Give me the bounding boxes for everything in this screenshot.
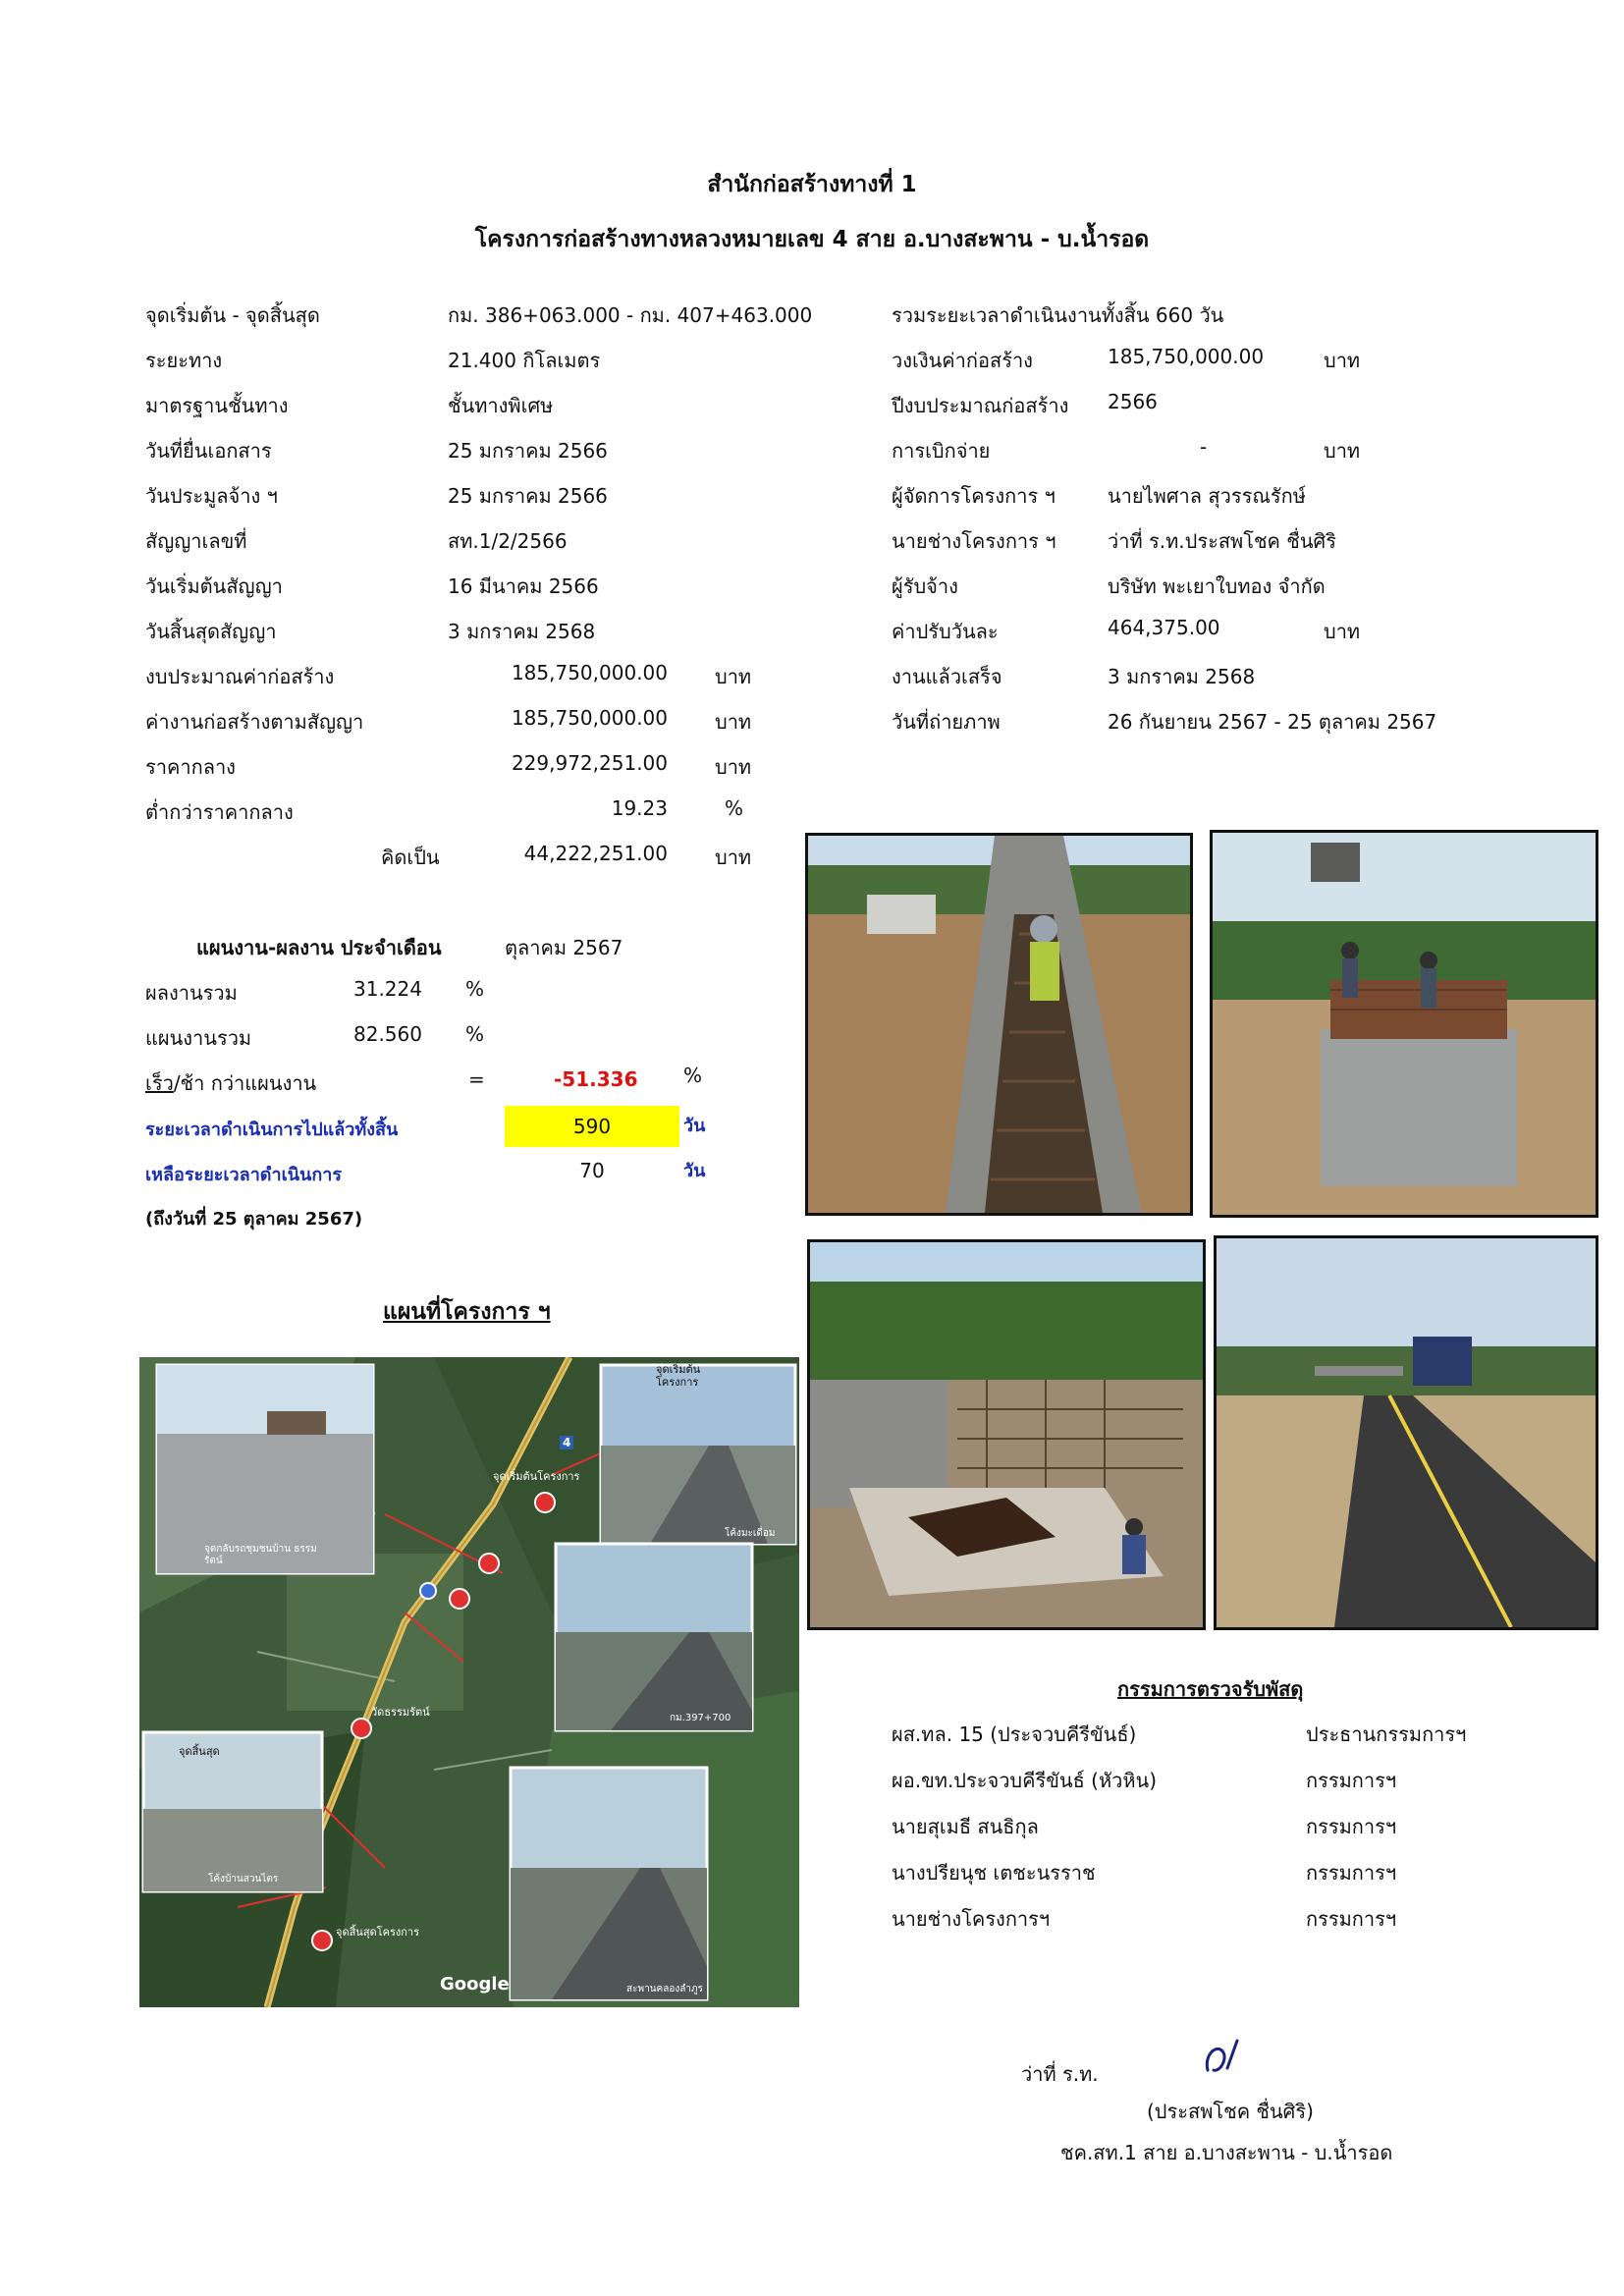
photo-abutment-work xyxy=(1210,830,1598,1218)
map-title: แผนที่โครงการ ฯ xyxy=(383,1299,551,1325)
satellite-map-icon xyxy=(139,1357,799,2007)
info-label: ระยะทาง xyxy=(145,349,223,372)
photo-concrete-base xyxy=(807,1239,1206,1630)
route-shield-icon: 4 xyxy=(560,1436,573,1449)
info-label: วงเงินค่าก่อสร้าง xyxy=(892,349,1033,372)
google-logo: Google xyxy=(440,1974,510,1995)
map-label-bridge: สะพานคลองลำภูร xyxy=(626,1984,703,1995)
map-label-curve2: โค้งบ้านสวนไตร xyxy=(208,1874,279,1885)
info-value: 464,375.00 xyxy=(1108,616,1220,639)
construction-photo-icon xyxy=(808,836,1190,1213)
info-label: สัญญาเลขที่ xyxy=(145,529,247,553)
budget-label: ต่ำกว่าราคากลาง xyxy=(145,800,294,824)
info-label: วันที่ถ่ายภาพ xyxy=(892,710,1001,734)
info-value: สท.1/2/2566 xyxy=(448,529,568,553)
photo-asphalt-road xyxy=(1214,1235,1598,1630)
plan-value: 82.560 xyxy=(353,1022,422,1046)
info-label: ค่าปรับวันละ xyxy=(892,620,999,643)
actual-label: ผลงานรวม xyxy=(145,981,238,1005)
info-value: 25 มกราคม 2566 xyxy=(448,484,608,508)
actual-value: 31.224 xyxy=(353,977,422,1001)
info-value: กม. 386+063.000 - กม. 407+463.000 xyxy=(448,303,813,327)
handwritten-signature-icon xyxy=(1198,2033,1257,2082)
photo-rebar-trench xyxy=(805,833,1193,1216)
budget-unit: บาท xyxy=(715,755,752,779)
diff-unit: % xyxy=(683,1064,703,1087)
info-unit: บาท xyxy=(1324,439,1361,463)
elapsed-value: 590 xyxy=(505,1106,679,1147)
info-value: 3 มกราคม 2568 xyxy=(448,620,596,643)
info-value: 25 มกราคม 2566 xyxy=(448,439,608,463)
actual-unit: % xyxy=(465,977,485,1001)
diff-label-rest: /ช้า กว่าแผนงาน xyxy=(173,1071,317,1095)
map-label-end-top: จุดสิ้นสุด xyxy=(179,1745,220,1758)
info-label: นายช่างโครงการ ฯ xyxy=(892,529,1056,553)
info-label: วันสิ้นสุดสัญญา xyxy=(145,620,277,643)
info-value: 21.400 กิโลเมตร xyxy=(448,349,601,372)
budget-unit: % xyxy=(725,796,744,820)
signature-name: (ประสพโชค ชื่นศิริ) xyxy=(1147,2100,1314,2123)
info-value: 16 มีนาคม 2566 xyxy=(448,574,599,598)
info-value: 185,750,000.00 xyxy=(1108,345,1265,368)
project-map xyxy=(139,1357,799,2007)
duration-total: รวมระยะเวลาดำเนินงานทั้งสิ้น 660 วัน xyxy=(892,303,1224,327)
info-value: 26 กันยายน 2567 - 25 ตุลาคม 2567 xyxy=(1108,710,1437,734)
info-label: วันที่ยื่นเอกสาร xyxy=(145,439,272,463)
info-value: - xyxy=(1200,435,1208,459)
progress-month: ตุลาคม 2567 xyxy=(505,936,623,959)
budget-label: ราคากลาง xyxy=(145,755,236,779)
info-label: จุดเริ่มต้น - จุดสิ้นสุด xyxy=(145,303,320,327)
elapsed-unit: วัน xyxy=(683,1116,706,1136)
budget-label: คิดเป็น xyxy=(381,846,440,869)
construction-photo-icon xyxy=(1217,1238,1596,1627)
remain-label: เหลือระยะเวลาดำเนินการ xyxy=(145,1165,343,1185)
map-label-curve: โค้งมะเดื่อม xyxy=(725,1528,776,1539)
project-title: โครงการก่อสร้างทางหลวงหมายเลข 4 สาย อ.บางสะพาน - บ.น้ำรอด xyxy=(474,227,1150,252)
info-label: ผู้รับจ้าง xyxy=(892,574,958,598)
map-label-start: จุดเริ่มต้นโครงการ xyxy=(493,1470,580,1483)
committee-member-name: นายสุเมธี สนธิกุล xyxy=(892,1815,1039,1838)
committee-member-role: กรรมการฯ xyxy=(1306,1769,1397,1792)
remain-unit: วัน xyxy=(683,1161,706,1181)
committee-title: กรรมการตรวจรับพัสดุ xyxy=(1117,1677,1304,1701)
signature-prefix: ว่าที่ ร.ท. xyxy=(1021,2062,1099,2086)
committee-member-role: กรรมการฯ xyxy=(1306,1815,1397,1838)
committee-member-name: ผอ.ขท.ประจวบคีรีขันธ์ (หัวหิน) xyxy=(892,1769,1158,1792)
budget-value: 185,750,000.00 xyxy=(511,661,668,684)
diff-eq: = xyxy=(468,1067,485,1091)
info-label: ปีงบประมาณก่อสร้าง xyxy=(892,394,1069,417)
construction-photo-icon xyxy=(810,1242,1203,1627)
info-label: วันประมูลจ้าง ฯ xyxy=(145,484,278,508)
construction-photo-icon xyxy=(1213,833,1596,1215)
plan-label: แผนงานรวม xyxy=(145,1026,252,1050)
info-label: การเบิกจ่าย xyxy=(892,439,991,463)
office-title: สำนักก่อสร้างทางที่ 1 xyxy=(707,172,917,197)
budget-value: 185,750,000.00 xyxy=(511,706,668,730)
diff-value: -51.336 xyxy=(554,1067,638,1091)
info-label: งานแล้วเสร็จ xyxy=(892,665,1002,688)
asof-date: (ถึงวันที่ 25 ตุลาคม 2567) xyxy=(145,1209,363,1230)
budget-label: ค่างานก่อสร้างตามสัญญา xyxy=(145,710,364,734)
budget-unit: บาท xyxy=(715,846,752,869)
info-unit: บาท xyxy=(1324,349,1361,372)
committee-member-role: ประธานกรรมการฯ xyxy=(1306,1722,1467,1746)
info-value: ชั้นทางพิเศษ xyxy=(448,394,554,417)
diff-label xyxy=(145,1067,316,1099)
info-value: 2566 xyxy=(1108,390,1158,413)
committee-member-role: กรรมการฯ xyxy=(1306,1907,1397,1931)
map-label-village: วัดธรรมรัตน์ xyxy=(371,1706,430,1719)
signature-position: ชค.สท.1 สาย อ.บางสะพาน - บ.น้ำรอด xyxy=(1060,2141,1393,2164)
map-label-start-top: จุดเริ่มต้น โครงการ xyxy=(656,1363,701,1389)
budget-value: 229,972,251.00 xyxy=(511,751,668,775)
info-value: 3 มกราคม 2568 xyxy=(1108,665,1256,688)
committee-member-role: กรรมการฯ xyxy=(1306,1861,1397,1885)
info-label: มาตรฐานชั้นทาง xyxy=(145,394,289,417)
info-label: วันเริ่มต้นสัญญา xyxy=(145,574,283,598)
diff-label-fast: เร็ว xyxy=(145,1071,174,1095)
elapsed-label: ระยะเวลาดำเนินการไปแล้วทั้งสิ้น xyxy=(145,1120,399,1140)
info-value: นายไพศาล สุวรรณรักษ์ xyxy=(1108,484,1306,508)
info-value: ว่าที่ ร.ท.ประสพโชค ชื่นศิริ xyxy=(1108,529,1336,553)
map-label-rest-area: จุดกลับรถชุมชนบ้าน ธรรมรัตน์ xyxy=(204,1544,317,1566)
budget-unit: บาท xyxy=(715,710,752,734)
committee-member-name: นางปรียนุช เตชะนรราช xyxy=(892,1861,1096,1885)
info-unit: บาท xyxy=(1324,620,1361,643)
budget-value: 19.23 xyxy=(611,796,668,820)
budget-value: 44,222,251.00 xyxy=(523,842,668,865)
plan-unit: % xyxy=(465,1022,485,1046)
map-label-km: กม.397+700 xyxy=(670,1713,731,1723)
progress-heading: แผนงาน-ผลงาน ประจำเดือน xyxy=(196,936,442,959)
committee-member-name: ผส.ทล. 15 (ประจวบคีรีขันธ์) xyxy=(892,1722,1137,1746)
map-label-end: จุดสิ้นสุดโครงการ xyxy=(336,1926,419,1939)
info-label: ผู้จัดการโครงการ ฯ xyxy=(892,484,1056,508)
committee-member-name: นายช่างโครงการฯ xyxy=(892,1907,1051,1931)
info-value: บริษัท พะเยาใบทอง จำกัด xyxy=(1108,574,1326,598)
remain-value: 70 xyxy=(579,1159,605,1182)
budget-label: งบประมาณค่าก่อสร้าง xyxy=(145,665,335,688)
budget-unit: บาท xyxy=(715,665,752,688)
